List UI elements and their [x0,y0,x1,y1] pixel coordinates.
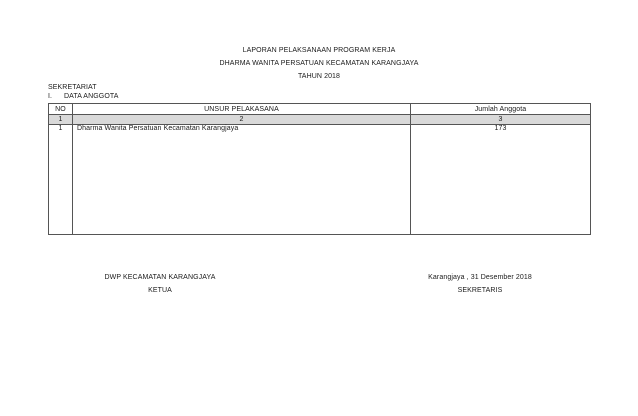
table-row [49,125,591,235]
report-title-year: TAHUN 2018 [297,73,341,80]
header-unsur-pelaksana: UNSUR PELAKASANA [73,104,411,115]
subsection-title: DATA ANGGOTA [64,93,119,100]
row-jumlah: 173 [411,125,591,235]
report-title-line-2: DHARMA WANITA PERSATUAN KECAMATAN KARANGJAYA [219,60,419,67]
row-unsur: Dharma Wanita Persatuan Kecamatan Karangjaya [73,125,411,235]
signature-right-place-date: Karangjaya , 31 Desember 2018 [428,274,532,281]
section-label: SEKRETARIAT [48,84,97,91]
header-no: NO [49,104,73,115]
subsection-number: I. [48,93,53,100]
column-number-row [49,115,591,125]
table-header-row [49,104,591,115]
header-jumlah-anggota: Jumlah Anggota [411,104,591,115]
report-title-line-1: LAPORAN PELAKSANAAN PROGRAM KERJA [242,47,396,54]
column-number-1: 1 [49,115,73,125]
signature-right-role: SEKRETARIS [457,287,503,294]
column-number-2: 2 [73,115,411,125]
row-no: 1 [49,125,73,235]
signature-left-role: KETUA [148,287,172,294]
signature-left-organization: DWP KECAMATAN KARANGJAYA [104,274,216,281]
member-data-table [48,103,591,235]
column-number-3: 3 [411,115,591,125]
